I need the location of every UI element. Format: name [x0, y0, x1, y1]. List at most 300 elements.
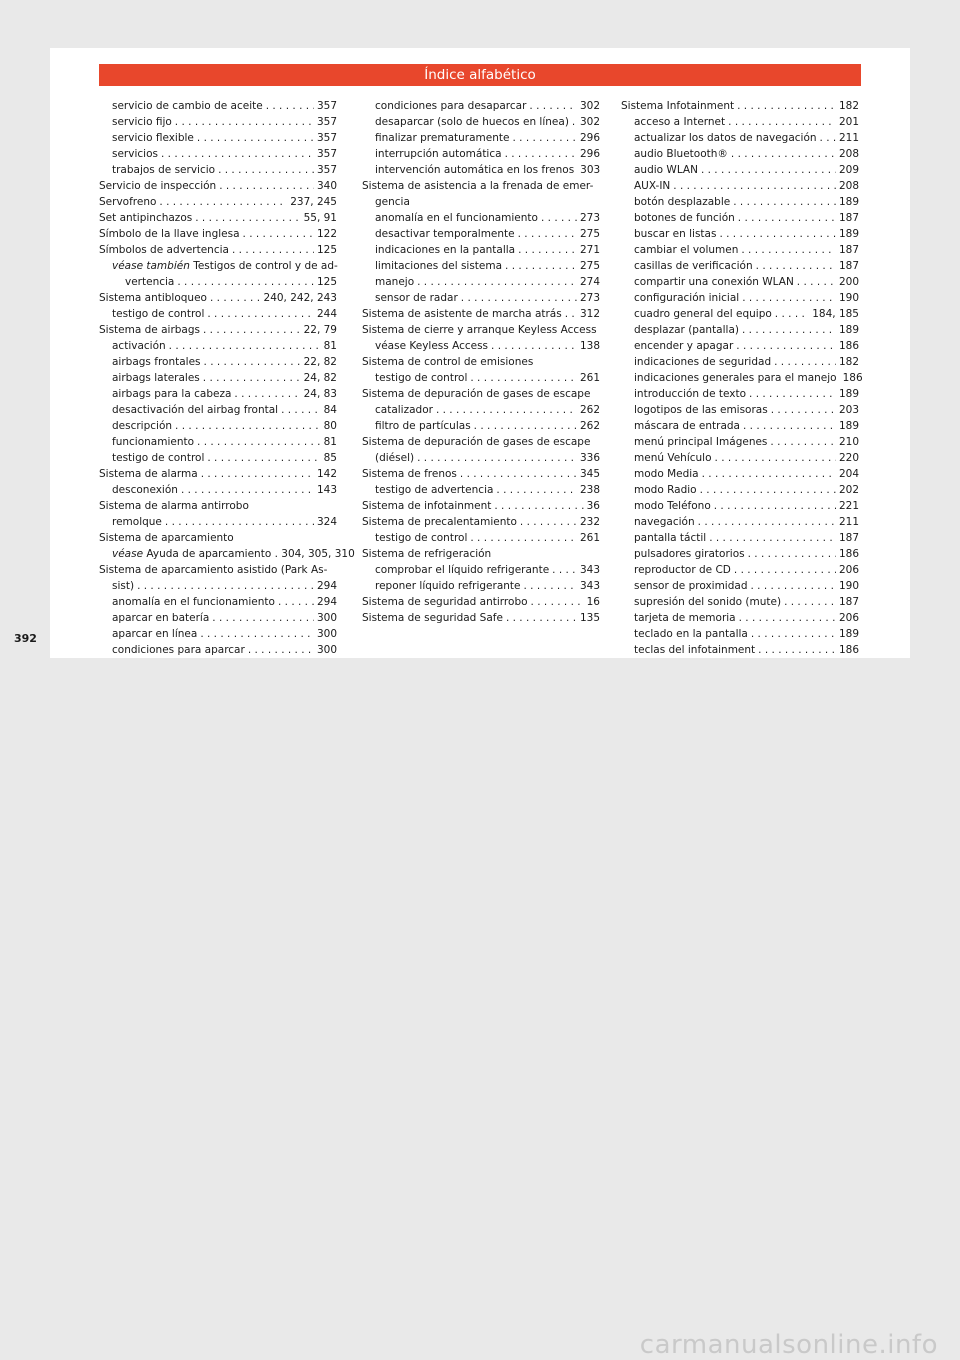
page-reference: 300: [316, 644, 337, 656]
index-entry: [99, 642, 337, 658]
leader-dots: [494, 498, 583, 514]
page-reference: 201: [838, 116, 859, 128]
index-entry: [621, 130, 859, 146]
index-entry: [362, 354, 600, 370]
page-reference: 262: [579, 420, 600, 432]
index-entry: [621, 626, 859, 642]
index-term: desactivación del airbag frontal: [112, 404, 279, 416]
index-term: audio Bluetooth®: [634, 148, 728, 160]
index-term: Sistema de control de emisiones: [362, 356, 534, 368]
index-term: Sistema de depuración de gases de escape: [362, 436, 591, 448]
index-term: Sistema de aparcamiento asistido (Park As-: [99, 564, 328, 576]
index-entry: [621, 306, 859, 322]
index-entry: [99, 274, 337, 290]
page-reference: 343: [579, 580, 600, 592]
index-entry: [621, 578, 859, 594]
index-term: casillas de verificación: [634, 260, 753, 272]
leader-dots: [531, 594, 584, 610]
index-term: Sistema de alarma: [99, 468, 198, 480]
index-entry: [99, 386, 337, 402]
index-term: compartir una conexión WLAN: [634, 276, 794, 288]
page-reference: 238: [579, 484, 600, 496]
index-entry: [99, 354, 337, 370]
index-entry: [621, 514, 859, 530]
index-entry: [362, 338, 600, 354]
leader-dots: [698, 514, 836, 530]
index-term: reproductor de CD: [634, 564, 731, 576]
index-entry: [621, 546, 859, 562]
index-term: Ayuda de aparcamiento . 304, 305, 310: [146, 548, 355, 560]
index-entry: [362, 306, 600, 322]
index-entry: [99, 610, 337, 626]
index-term: Sistema de seguridad Safe: [362, 612, 503, 624]
index-term: Servicio de inspección: [99, 180, 217, 192]
leader-dots: [709, 530, 836, 546]
page-reference: 184, 185: [812, 308, 859, 320]
index-entry: [362, 258, 600, 274]
leader-dots: [175, 418, 321, 434]
index-entry: [99, 98, 337, 114]
leader-dots: [177, 274, 314, 290]
index-entry: [621, 498, 859, 514]
index-term: (diésel): [375, 452, 415, 464]
index-term: testigo de control: [375, 372, 468, 384]
index-entry: [362, 498, 600, 514]
index-entry: [362, 290, 600, 306]
page-reference: 36: [586, 500, 600, 512]
leader-dots: [165, 514, 314, 530]
index-entry: [362, 130, 600, 146]
index-entry: [621, 210, 859, 226]
index-entry: [621, 370, 863, 386]
index-entry: [99, 482, 337, 498]
index-entry: [621, 530, 859, 546]
leader-dots: [701, 162, 836, 178]
index-term: AUX-IN: [634, 180, 671, 192]
page-reference: 187: [838, 212, 859, 224]
index-entry: [99, 306, 337, 322]
leader-dots: [700, 482, 836, 498]
index-entry: [621, 402, 859, 418]
page-reference: 300: [316, 612, 337, 624]
page-reference: 244: [316, 308, 337, 320]
index-entry: [362, 386, 600, 402]
leader-dots: [137, 578, 314, 594]
leader-dots: [552, 562, 577, 578]
index-entry: [362, 226, 600, 242]
index-term: véase Keyless Access: [375, 340, 489, 352]
index-term: servicio de cambio de aceite: [112, 100, 263, 112]
index-term: finalizar prematuramente: [375, 132, 510, 144]
index-term: audio WLAN: [634, 164, 698, 176]
leader-dots: [219, 178, 314, 194]
leader-dots: [733, 194, 836, 210]
page-reference: 237, 245: [290, 196, 337, 208]
index-entry: [362, 562, 600, 578]
index-entry: [362, 194, 600, 210]
page-reference: 84: [323, 404, 337, 416]
index-entry: [362, 322, 600, 338]
index-entry: [362, 482, 600, 498]
leader-dots: [470, 370, 577, 386]
leader-dots: [169, 338, 321, 354]
page-reference: 142: [316, 468, 337, 480]
page-reference: 22, 82: [303, 356, 337, 368]
index-entry: [621, 466, 859, 482]
leader-dots: [784, 594, 836, 610]
page-reference: 262: [579, 404, 600, 416]
page-reference: 138: [579, 340, 600, 352]
index-entry: [621, 562, 859, 578]
index-entry: [621, 354, 859, 370]
leader-dots: [751, 578, 836, 594]
leader-dots: [203, 370, 301, 386]
leader-dots: [496, 482, 577, 498]
index-entry: [99, 226, 337, 242]
leader-dots: [417, 450, 577, 466]
index-term: condiciones para aparcar: [112, 644, 245, 656]
index-term: modo Media: [634, 468, 699, 480]
page-reference: 357: [316, 132, 337, 144]
leader-dots: [756, 258, 836, 274]
leader-dots: [797, 274, 836, 290]
index-term: anomalía en el funcionamiento: [375, 212, 538, 224]
index-entry: [99, 450, 337, 466]
footer-area: [0, 658, 960, 1360]
index-column-3: [621, 98, 863, 658]
index-term: limitaciones del sistema: [375, 260, 503, 272]
page-reference: 294: [316, 580, 337, 592]
index-entry: [362, 418, 600, 434]
index-entry: [99, 322, 337, 338]
page-reference: 189: [838, 628, 859, 640]
leader-dots: [719, 226, 836, 242]
index-term: pulsadores giratorios: [634, 548, 745, 560]
page-number: 392: [14, 632, 37, 645]
index-term: Sistema antibloqueo: [99, 292, 207, 304]
page-reference: 81: [323, 340, 337, 352]
index-term: Sistema de precalentamiento: [362, 516, 517, 528]
leader-dots: [195, 210, 300, 226]
index-term: servicio flexible: [112, 132, 194, 144]
leader-dots: [524, 578, 577, 594]
index-term: menú principal Imágenes: [634, 436, 768, 448]
leader-dots: [775, 306, 809, 322]
index-term: actualizar los datos de navegación: [634, 132, 817, 144]
index-entry: [362, 178, 600, 194]
page-reference: 22, 79: [303, 324, 337, 336]
leader-dots: [207, 450, 320, 466]
page-reference: 302: [579, 116, 600, 128]
watermark-text: carmanualsonline.info: [639, 1330, 938, 1360]
page-reference: 261: [579, 372, 600, 384]
index-term: Sistema Infotainment: [621, 100, 735, 112]
page-reference: 187: [838, 596, 859, 608]
index-term: sensor de proximidad: [634, 580, 748, 592]
index-term: botones de función: [634, 212, 735, 224]
index-term: Servofreno: [99, 196, 157, 208]
leader-dots: [203, 322, 301, 338]
see-also-label: véase: [112, 548, 147, 560]
leader-dots: [436, 402, 577, 418]
page-reference: 189: [838, 196, 859, 208]
index-entry: [621, 290, 859, 306]
leader-dots: [738, 210, 836, 226]
leader-dots: [243, 226, 314, 242]
index-term: botón desplazable: [634, 196, 731, 208]
leader-dots: [702, 466, 836, 482]
index-entry: [362, 514, 600, 530]
index-term: intervención automática en los frenos: [375, 164, 575, 176]
index-entry: [621, 450, 859, 466]
index-entry: [621, 434, 859, 450]
index-entry: [99, 338, 337, 354]
page-reference: 190: [838, 292, 859, 304]
page-reference: 16: [586, 596, 600, 608]
index-term: airbags para la cabeza: [112, 388, 232, 400]
index-entry: [99, 562, 337, 578]
index-column-2: [362, 98, 600, 626]
index-term: logotipos de las emisoras: [634, 404, 768, 416]
page-reference: 232: [579, 516, 600, 528]
index-entry: [362, 162, 600, 178]
page-reference: 190: [838, 580, 859, 592]
index-term: indicaciones de seguridad: [634, 356, 772, 368]
leader-dots: [751, 626, 836, 642]
leader-dots: [248, 642, 314, 658]
page-reference: 186: [838, 340, 859, 352]
page-reference: 208: [838, 148, 859, 160]
index-term: Set antipinchazos: [99, 212, 193, 224]
page-reference: 189: [838, 388, 859, 400]
index-term: Símbolos de advertencia: [99, 244, 229, 256]
page-reference: 221: [838, 500, 859, 512]
leader-dots: [774, 354, 836, 370]
page-reference: 182: [838, 356, 859, 368]
index-entry: [362, 450, 600, 466]
page-reference: 202: [838, 484, 859, 496]
index-term: trabajos de servicio: [112, 164, 216, 176]
index-term: navegación: [634, 516, 695, 528]
index-term: cuadro general del equipo: [634, 308, 772, 320]
page-reference: 303: [580, 164, 601, 176]
leader-dots: [197, 434, 321, 450]
index-term: manejo: [375, 276, 415, 288]
page-reference: 186: [842, 372, 863, 384]
page-reference: 135: [579, 612, 600, 624]
index-entry: [362, 546, 600, 562]
page-reference: 24, 83: [303, 388, 337, 400]
page-reference: 240, 242, 243: [263, 292, 337, 304]
index-term: testigo de control: [112, 308, 205, 320]
leader-dots: [207, 306, 314, 322]
index-entry: [99, 466, 337, 482]
index-entry: [99, 194, 337, 210]
index-term: catalizador: [375, 404, 433, 416]
index-term: activación: [112, 340, 166, 352]
index-term: testigo de advertencia: [375, 484, 494, 496]
leader-dots: [742, 322, 836, 338]
index-entry: [99, 178, 337, 194]
page-reference: 336: [579, 452, 600, 464]
index-term: filtro de partículas: [375, 420, 471, 432]
index-term: pantalla táctil: [634, 532, 707, 544]
page-reference: 211: [838, 132, 859, 144]
page-reference: 189: [838, 324, 859, 336]
index-entry: [621, 482, 859, 498]
index-term: configuración inicial: [634, 292, 740, 304]
page-reference: 125: [316, 244, 337, 256]
index-entry: [362, 402, 600, 418]
page-reference: 275: [579, 260, 600, 272]
leader-dots: [218, 162, 314, 178]
leader-dots: [281, 402, 321, 418]
index-entry: [362, 434, 600, 450]
index-term: buscar en listas: [634, 228, 717, 240]
index-entry: [362, 594, 600, 610]
index-term: Sistema de refrigeración: [362, 548, 492, 560]
page-reference: 357: [316, 100, 337, 112]
leader-dots: [748, 546, 836, 562]
index-term: Símbolo de la llave inglesa: [99, 228, 240, 240]
index-term: servicios: [112, 148, 158, 160]
leader-dots: [470, 530, 577, 546]
index-term: aparcar en línea: [112, 628, 198, 640]
index-term: modo Teléfono: [634, 500, 711, 512]
leader-dots: [266, 98, 314, 114]
leader-dots: [572, 114, 577, 130]
index-entry: [621, 242, 859, 258]
page-reference: 85: [323, 452, 337, 464]
index-term: desplazar (pantalla): [634, 324, 739, 336]
index-term: reponer líquido refrigerante: [375, 580, 521, 592]
leader-dots: [212, 610, 314, 626]
leader-dots: [741, 242, 836, 258]
index-term: supresión del sonido (mute): [634, 596, 782, 608]
see-also-label: véase también: [112, 260, 194, 272]
index-term: máscara de entrada: [634, 420, 740, 432]
index-term: Sistema de asistencia a la frenada de emer-: [362, 180, 594, 192]
index-entry: [621, 194, 859, 210]
leader-dots: [201, 466, 314, 482]
page-reference: 186: [838, 644, 859, 656]
index-term: sensor de radar: [375, 292, 458, 304]
leader-dots: [820, 130, 836, 146]
leader-dots: [210, 290, 261, 306]
index-entry: [362, 274, 600, 290]
index-entry: [621, 226, 859, 242]
leader-dots: [461, 290, 577, 306]
index-term: condiciones para desaparcar: [375, 100, 527, 112]
index-term: Sistema de depuración de gases de escape: [362, 388, 591, 400]
leader-dots: [505, 146, 577, 162]
page-reference: 80: [323, 420, 337, 432]
index-entry: [362, 210, 600, 226]
page-reference: 24, 82: [303, 372, 337, 384]
index-entry: [99, 594, 337, 610]
index-column-1: [99, 98, 355, 658]
index-entry: [621, 274, 859, 290]
index-term: modo Radio: [634, 484, 697, 496]
page-reference: 208: [838, 180, 859, 192]
leader-dots: [491, 338, 577, 354]
index-term: anomalía en el funcionamiento: [112, 596, 275, 608]
index-term: desaparcar (solo de huecos en línea): [375, 116, 569, 128]
page-reference: 357: [316, 164, 337, 176]
page-reference: 187: [838, 532, 859, 544]
index-entry: [621, 594, 859, 610]
page-reference: 200: [838, 276, 859, 288]
page-reference: 125: [316, 276, 337, 288]
page-reference: 296: [579, 148, 600, 160]
index-entry: [621, 162, 859, 178]
index-entry: [99, 402, 337, 418]
page-reference: 186: [838, 548, 859, 560]
page-reference: 340: [316, 180, 337, 192]
index-term: encender y apagar: [634, 340, 734, 352]
index-term: interrupción automática: [375, 148, 502, 160]
page-reference: 55, 91: [303, 212, 337, 224]
index-entry: [99, 242, 337, 258]
page-reference: 220: [838, 452, 859, 464]
page-reference: 302: [579, 100, 600, 112]
leader-dots: [749, 386, 836, 402]
index-term: indicaciones en la pantalla: [375, 244, 516, 256]
index-entry: [99, 418, 337, 434]
index-term: remolque: [112, 516, 162, 528]
page-reference: 273: [579, 212, 600, 224]
index-term: Sistema de frenos: [362, 468, 457, 480]
leader-dots: [278, 594, 314, 610]
page-reference: 312: [579, 308, 600, 320]
index-term: acceso a Internet: [634, 116, 726, 128]
leader-dots: [770, 434, 836, 450]
index-entry: [99, 530, 337, 546]
index-term: introducción de texto: [634, 388, 747, 400]
leader-dots: [737, 98, 836, 114]
index-term: comprobar el líquido refrigerante: [375, 564, 550, 576]
page-reference: 296: [579, 132, 600, 144]
index-entry: [362, 466, 600, 482]
index-entry: [99, 130, 337, 146]
index-entry: [362, 146, 600, 162]
page-reference: 211: [838, 516, 859, 528]
index-term: aparcar en batería: [112, 612, 210, 624]
leader-dots: [159, 194, 287, 210]
leader-dots: [175, 114, 314, 130]
index-entry: [621, 178, 859, 194]
index-entry: [362, 610, 600, 626]
index-term: cambiar el volumen: [634, 244, 739, 256]
index-entry: [99, 258, 337, 274]
page-reference: 271: [579, 244, 600, 256]
page-reference: 324: [316, 516, 337, 528]
leader-dots: [673, 178, 836, 194]
index-entry: [621, 418, 859, 434]
index-term: airbags frontales: [112, 356, 201, 368]
leader-dots: [234, 386, 300, 402]
leader-dots: [460, 466, 577, 482]
index-entry: [99, 514, 337, 530]
index-entry: [99, 434, 337, 450]
index-entry: [99, 146, 337, 162]
index-entry: [99, 370, 337, 386]
leader-dots: [565, 306, 577, 322]
index-term: desconexión: [112, 484, 178, 496]
index-entry: [99, 162, 337, 178]
index-term: Sistema de alarma antirrobo: [99, 500, 249, 512]
index-entry: [621, 98, 859, 114]
